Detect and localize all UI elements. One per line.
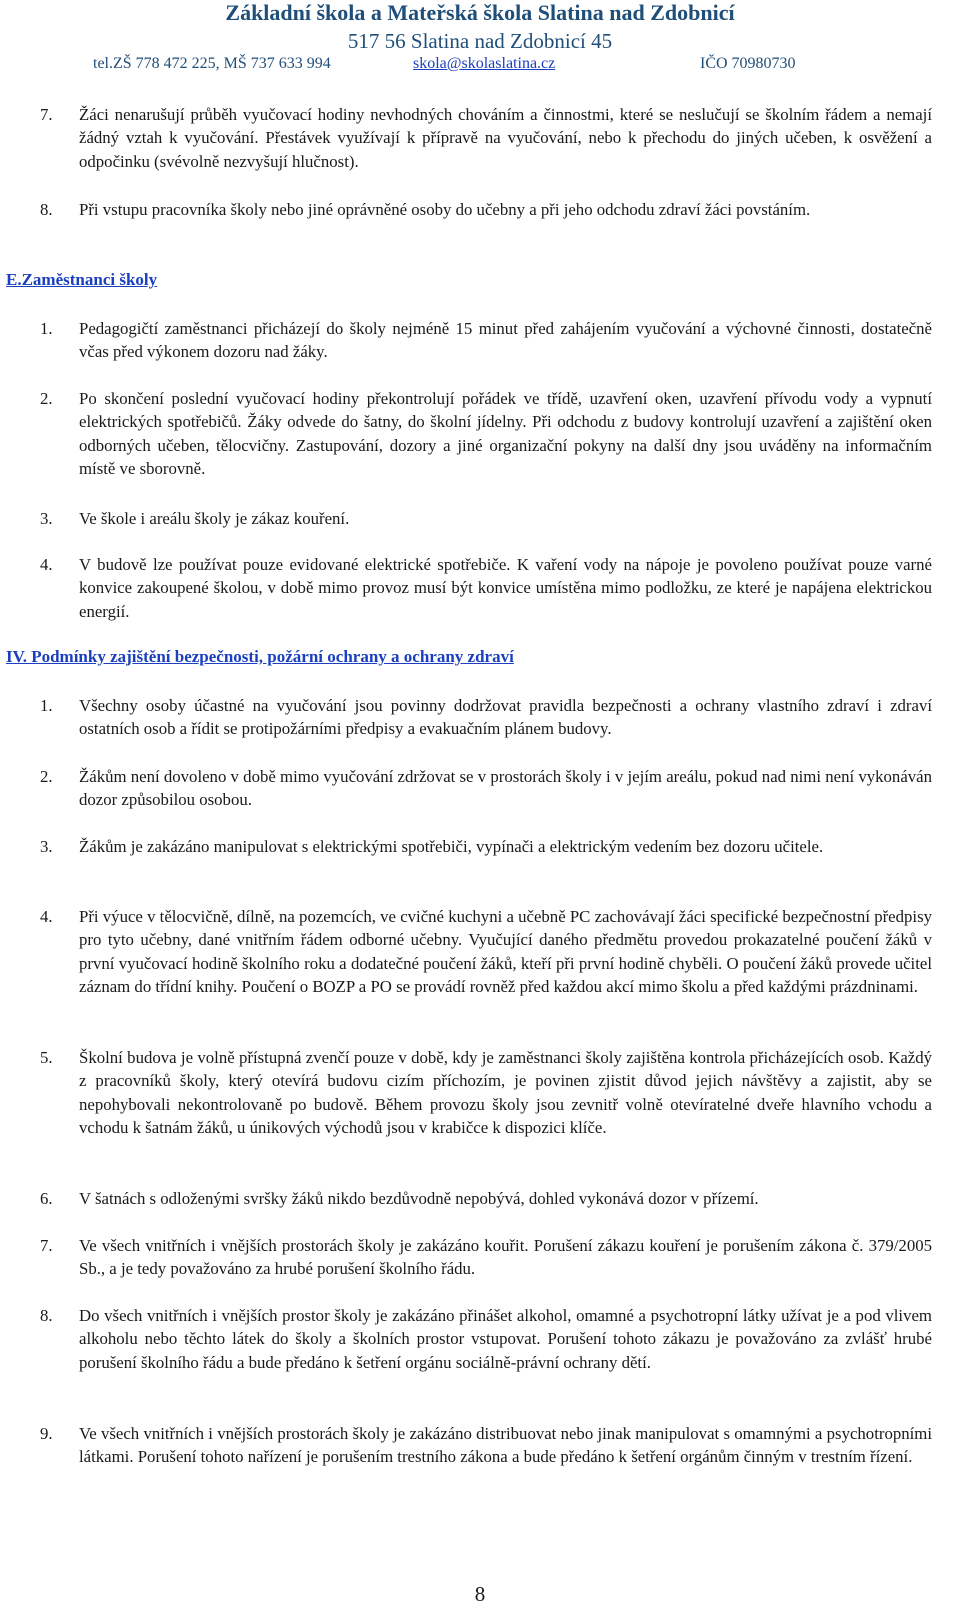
item-text: Do všech vnitřních i vnějších prostor školy je zakázáno přinášet alkohol, omamné a psychotropní látky užívat je a pod vlivem alkoholu nebo těchto látek do školy a školních prostor vstupovat. Porušení tohoto zákazu je považováno za zvlášť hrubé porušení školního řádu a bude předáno k šetření orgánu sociálně-právní ochrany dětí. <box>79 1306 932 1372</box>
item-text: Pedagogičtí zaměstnanci přicházejí do školy nejméně 15 minut před zahájením vyučování a výchovné činnosti, dostatečně včas před výkonem dozoru nad žáky. <box>79 319 932 362</box>
item-number: 4. <box>40 555 53 574</box>
section-heading-safety: IV. Podmínky zajištění bezpečnosti, požární ochrany a ochrany zdraví <box>6 647 514 666</box>
section-heading-employees: E.Zaměstnanci školy <box>6 270 158 289</box>
item-number: 2. <box>40 767 53 786</box>
item-number: 8. <box>40 200 53 219</box>
item-text: Po skončení poslední vyučovací hodiny překontrolují pořádek ve třídě, uzavření oken, uzavření přívodu vody a vypnutí elektrických spotřebičů. Žáky odvede do šatny, do školní jídelny. Při odchodu z budovy kontrolují uzavření a zajištění oken odborných učeben, tělocvičny. Zastupování, dozory a jiné organizační pokyny na další dny jsou uváděny na informačním místě ve sborovně. <box>79 389 932 478</box>
item-text: Žákům je zakázáno manipulovat s elektrickými spotřebiči, vypínači a elektrickým vedením bez dozoru učitele. <box>79 837 824 856</box>
email-link[interactable]: skola@skolaslatina.cz <box>413 55 556 72</box>
item-text: Žákům není dovoleno v době mimo vyučování zdržovat se v prostorách školy i v jejím areálu, pokud nad nimi není vykonáván dozor způsobilou osobou. <box>79 767 932 810</box>
phone-numbers: tel.ZŠ 778 472 225, MŠ 737 633 994 <box>93 55 331 72</box>
item-number: 5. <box>40 1048 53 1067</box>
item-text: V šatnách s odloženými svršky žáků nikdo bezdůvodně nepobývá, dohled vykonává dozor v přízemí. <box>79 1189 759 1208</box>
item-text: Žáci nenarušují průběh vyučovací hodiny nevhodných chováním a činnostmi, které se neslučují se školním řádem a nemají žádný vztah k vyučování. Přestávek využívají k přípravě na vyučování, nebo k přechodu do jiných učeben, k osvěžení a odpočinku (svévolně nezvyšují hlučnost). <box>79 105 932 171</box>
item-number: 8. <box>40 1306 53 1325</box>
school-name: Základní škola a Mateřská škola Slatina nad Zdobnicí <box>225 0 735 25</box>
item-number: 1. <box>40 696 53 715</box>
item-number: 4. <box>40 907 53 926</box>
item-text: V budově lze používat pouze evidované elektrické spotřebiče. K vaření vody na nápoje je povoleno používat pouze varné konvice zakoupené školou, v době mimo provoz musí být konvice umístěna mimo podložku, ze které je napájena elektrickou energií. <box>79 555 932 621</box>
item-number: 1. <box>40 319 53 338</box>
item-text: Ve škole i areálu školy je zákaz kouření. <box>79 509 350 528</box>
item-text: Při vstupu pracovníka školy nebo jiné oprávněné osoby do učebny a při jeho odchodu zdraví žáci povstáním. <box>79 200 811 219</box>
school-address: 517 56 Slatina nad Zdobnicí 45 <box>347 29 613 53</box>
item-text: Všechny osoby účastné na vyučování jsou povinny dodržovat pravidla bezpečnosti a ochrany vlastního zdraví i zdraví ostatních osob a řídit se protipožárními předpisy a evakuačním plánem budovy. <box>79 696 932 739</box>
item-number: 7. <box>40 105 53 124</box>
item-text: Ve všech vnitřních i vnějších prostorách školy je zakázáno distribuovat nebo jinak manipulovat s omamnými a psychotropními látkami. Porušení tohoto nařízení je porušením trestního zákona a bude předáno k šetření orgánům činným v trestním řízení. <box>79 1424 932 1467</box>
item-number: 7. <box>40 1236 53 1255</box>
item-text: Ve všech vnitřních i vnějších prostorách školy je zakázáno kouřit. Porušení zákazu kouření je porušením zákona č. 379/2005 Sb., a je tedy považováno za hrubé porušení školního řádu. <box>79 1236 932 1279</box>
item-number: 3. <box>40 509 53 528</box>
item-text: Školní budova je volně přístupná zvenčí pouze v době, kdy je zaměstnanci školy zajištěna kontrola přicházejících osob. Každý z pracovníků školy, který otevírá budovu cizím příchozím, je povinen zjistit důvod jejich návštěvy a zajistit, aby se nepohybovali nekontrolovaně po budově. Během provozu školy jsou zevnitř volně otevíratelné dveře hlavního vchodu a vchodu k šatnám žáků, u únikových východů jsou v krabičce k dispozici klíče. <box>79 1048 932 1137</box>
school-contacts <box>0 55 960 79</box>
item-number: 3. <box>40 837 53 856</box>
item-number: 2. <box>40 389 53 408</box>
item-number: 9. <box>40 1424 53 1443</box>
page-number: 8 <box>474 1582 486 1606</box>
company-id: IČO 70980730 <box>700 55 796 72</box>
item-number: 6. <box>40 1189 53 1208</box>
item-text: Při výuce v tělocvičně, dílně, na pozemcích, ve cvičné kuchyni a učebně PC zachovávají žáci specifické bezpečnostní předpisy pro tyto učebny, dané vnitřním řádem odborné učebny. Vyučující daného předmětu provedou prokazatelné poučení žáků v první vyučovací hodině školního roku a dodatečné poučení žáků, kteří při první hodině chyběli. O poučení žáků provede učitel záznam do třídní knihy. Poučení o BOZP a PO se provádí rovněž před každou akcí mimo školu a před každými prázdninami. <box>79 907 932 996</box>
